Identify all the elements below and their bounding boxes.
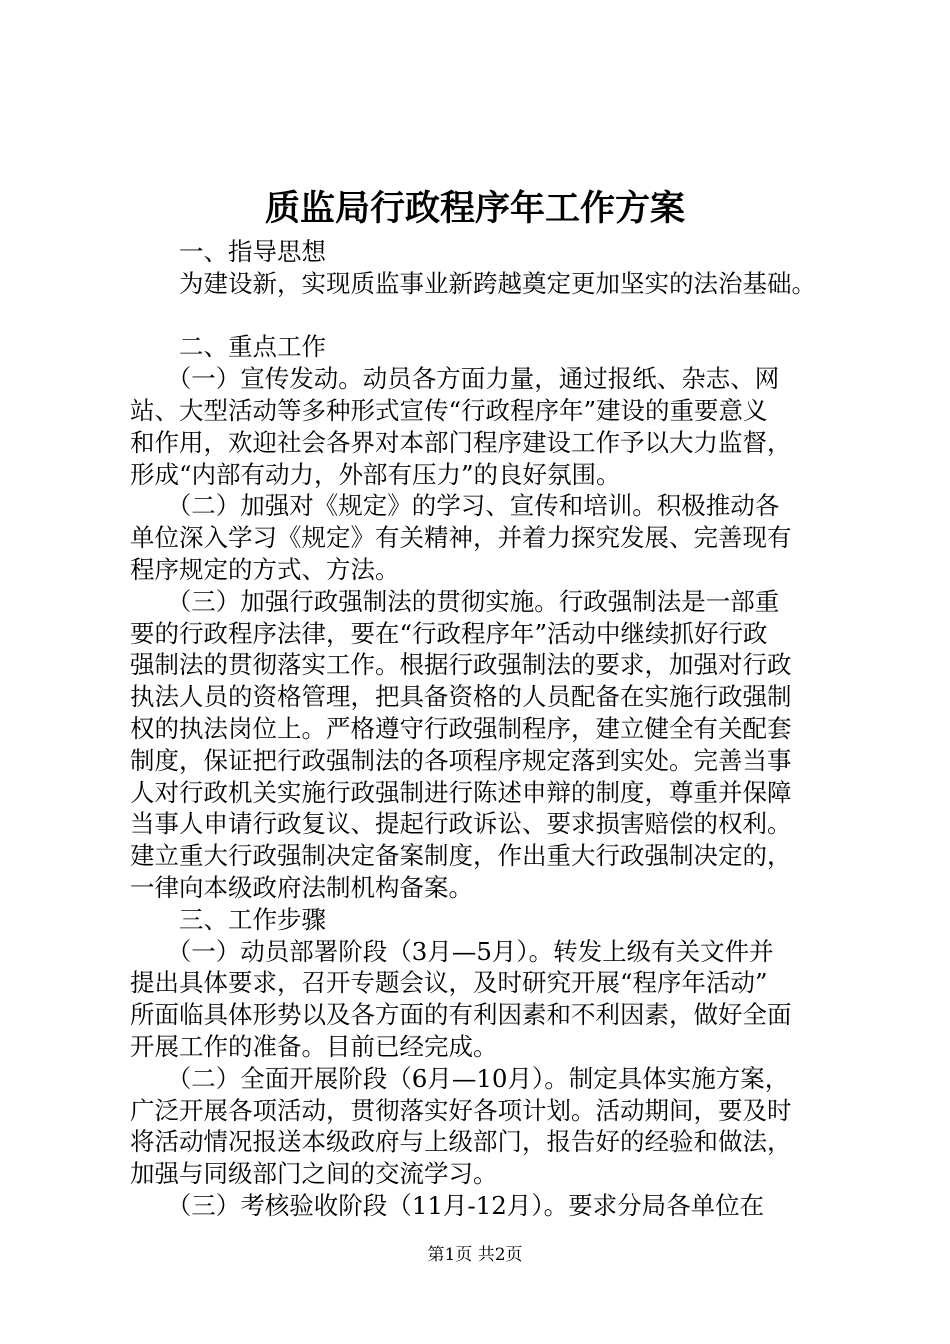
- document-title: 质监局行政程序年工作方案: [264, 188, 685, 229]
- text-line: （二）全面开展阶段（6月—10月）。制定具体实施方案，: [130, 1063, 790, 1093]
- text-line: 建立重大行政强制决定备案制度，作出重大行政强制决定的，: [130, 841, 792, 871]
- text-line: 为建设新，实现质监事业新跨越奠定更加坚实的法治基础。: [130, 268, 816, 298]
- blank-line: [130, 300, 850, 332]
- text-line: （三）加强行政强制法的贯彻实施。行政强制法是一部重: [130, 586, 780, 616]
- document-body: [130, 236, 850, 1222]
- text-line: （三）考核验收阶段（11月-12月）。要求分局各单位在: [130, 1190, 765, 1220]
- text-line: 三、工作步骤: [130, 904, 326, 934]
- text-line: 一律向本级政府法制机构备案。: [130, 872, 473, 902]
- text-line: 广泛开展各项活动，贯彻落实好各项计划。活动期间，要及时: [130, 1095, 792, 1125]
- text-line: （一）动员部署阶段（3月—5月）。转发上级有关文件并: [130, 936, 774, 966]
- page-footer: 第1页 共2页: [427, 1245, 523, 1265]
- text-line: （二）加强对《规定》的学习、宣传和培训。积极推动各: [130, 491, 780, 521]
- text-line: 将活动情况报送本级政府与上级部门，报告好的经验和做法，: [130, 1127, 792, 1157]
- text-line: 制度，保证把行政强制法的各项程序规定落到实处。完善当事: [130, 745, 792, 775]
- text-line: 站、大型活动等多种形式宣传“行政程序年”建设的重要意义: [130, 395, 768, 425]
- text-line: 权的执法岗位上。严格遵守行政强制程序，建立健全有关配套: [130, 713, 792, 743]
- text-line: 程序规定的方式、方法。: [130, 554, 400, 584]
- text-line: 所面临具体形势以及各方面的有利因素和不利因素，做好全面: [130, 1000, 792, 1030]
- text-line: 二、重点工作: [130, 332, 326, 362]
- text-line: 单位深入学习《规定》有关精神，并着力探究发展、完善现有: [130, 523, 792, 553]
- text-line: 人对行政机关实施行政强制进行陈述申辩的制度，尊重并保障: [130, 777, 792, 807]
- text-line: 执法人员的资格管理，把具备资格的人员配备在实施行政强制: [130, 682, 792, 712]
- text-line: 当事人申请行政复议、提起行政诉讼、要求损害赔偿的权利。: [130, 809, 792, 839]
- text-line: 和作用，欢迎社会各界对本部门程序建设工作予以大力监督，: [130, 427, 792, 457]
- text-line: 要的行政程序法律，要在“行政程序年”活动中继续抓好行政: [130, 618, 768, 648]
- text-line: 开展工作的准备。目前已经完成。: [130, 1031, 498, 1061]
- text-line: （一）宣传发动。动员各方面力量，通过报纸、杂志、网: [130, 364, 780, 394]
- text-line: 形成“内部有动力，外部有压力”的良好氛围。: [130, 459, 621, 489]
- text-line: 强制法的贯彻落实工作。根据行政强制法的要求，加强对行政: [130, 650, 792, 680]
- text-line: 加强与同级部门之间的交流学习。: [130, 1159, 498, 1189]
- text-line: 提出具体要求，召开专题会议，及时研究开展“程序年活动”: [130, 968, 768, 998]
- text-line: 一、指导思想: [130, 237, 326, 266]
